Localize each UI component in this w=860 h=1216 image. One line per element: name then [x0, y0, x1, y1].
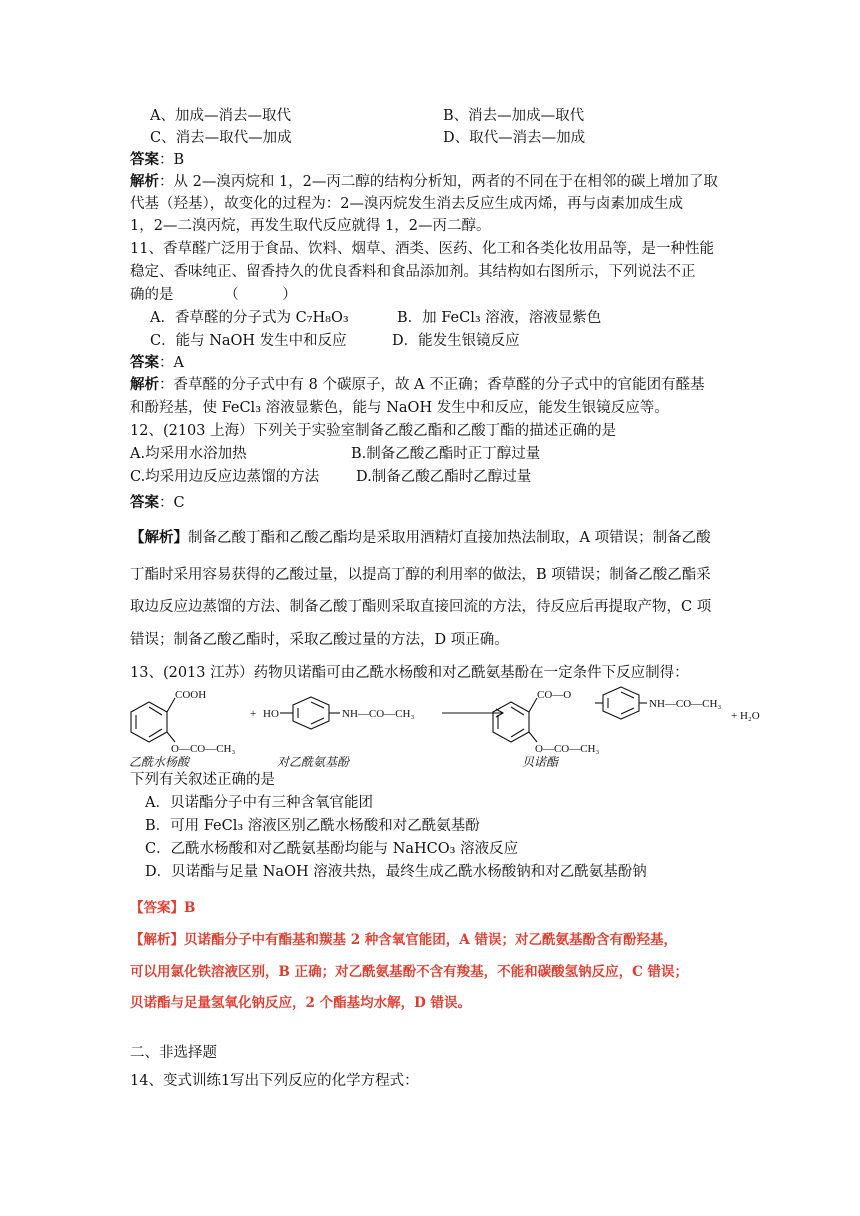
q13-option-c: C．乙酰水杨酸和对乙酰氨基酚均能与 NaHCO₃ 溶液反应 [145, 841, 519, 857]
q11-option-c: C．能与 NaOH 发生中和反应 [150, 333, 347, 349]
compound-name-2: 对乙酰氨基酚 [277, 755, 350, 769]
compound-name-1: 乙酰水杨酸 [129, 755, 190, 769]
q13-answer: 【答案】B [130, 900, 196, 916]
q13-option-d: D．贝诺酯与足量 NaOH 溶液共热，最终生成乙酰水杨酸钠和对乙酰氨基酚钠 [145, 864, 647, 880]
q11-explanation-line: 和酚羟基，使 FeCl₃ 溶液显紫色，能与 NaOH 发生中和反应，能发生银镜反应等。 [130, 400, 669, 416]
compound-name-3: 贝诺酯 [522, 755, 559, 769]
ho-label: HO [263, 708, 279, 720]
q11-stem-line: 11、香草醛广泛用于食品、饮料、烟草、酒类、医药、化工和各类化妆用品等，是一种性能 [130, 241, 714, 257]
water-label: + H₂O [731, 710, 760, 722]
cooh-label: COOH [175, 689, 207, 701]
reaction-diagram [125, 684, 775, 769]
q13-option-a: A．贝诺酯分子中有三种含氧官能团 [145, 795, 373, 811]
q10-option-b: B、消去—加成—取代 [443, 108, 585, 124]
q11-explanation-line: 解析：香草醛的分子式中有 8 个碳原子，故 A 不正确；香草醛的分子式中的官能团有醛基 [130, 376, 705, 393]
ester-label: CO—O [537, 689, 572, 701]
q10-answer: 答案：B [130, 151, 185, 168]
q12-explanation-line: 取边反应边蒸馏的方法、制备乙酸丁酯则采取直接回流的方法，待反应后再提取产物，C 项 [130, 599, 712, 615]
q10-option-d: D、取代—消去—加成 [443, 130, 586, 146]
acetoxy-label: O—CO—CH₃ [171, 743, 236, 755]
acetamido-label: NH—CO—CH₃ [649, 698, 722, 710]
q13-explanation-line: 贝诺酯与足量氢氧化钠反应，2 个酯基均水解，D 错误。 [130, 995, 471, 1011]
q10-option-a: A、加成—消去—取代 [150, 108, 291, 124]
q13-lead: 下列有关叙述正确的是 [130, 772, 275, 788]
q12-explanation-line: 【解析】制备乙酸丁酯和乙酸乙酯均是采取用酒精灯直接加热法制取，A 项错误；制备乙酸 [130, 529, 711, 546]
q13-explanation-line: 【解析】贝诺酯分子中有酯基和羰基 2 种含氧官能团，A 错误；对乙酰氨基酚含有酚羟基， [130, 932, 677, 948]
q11-option-b: B．加 FeCl₃ 溶液，溶液显紫色 [397, 310, 602, 326]
q10-explanation-line: 代基（羟基），故变化的过程为：2—溴丙烷发生消去反应生成丙烯，再与卤素加成生成 [130, 196, 683, 212]
q10-explanation-line: 1，2—二溴丙烷，再发生取代反应就得 1，2—丙二醇。 [130, 218, 491, 234]
q12-explanation-line: 丁酯时采用容易获得的乙酸过量，以提高丁醇的利用率的做法，B 项错误；制备乙酸乙酯采 [130, 567, 711, 583]
q12-stem: 12、(2103 上海）下列关于实验室制备乙酸乙酯和乙酸丁酯的描述正确的是 [130, 423, 617, 439]
section-heading: 二、非选择题 [130, 1045, 217, 1061]
q12-explanation-line: 错误；制备乙酸乙酯时，采取乙酸过量的方法，D 项正确。 [130, 632, 509, 648]
q10-explanation-line: 解析：从 2—溴丙烷和 1，2—丙二醇的结构分析知，两者的不同在于在相邻的碳上增加了取 [130, 173, 718, 190]
q10-option-c: C、消去—取代—加成 [150, 130, 292, 146]
q11-stem-line: 确的是 （ ） [130, 287, 297, 303]
q11-answer: 答案：A [130, 354, 184, 371]
acetamido-label: NH—CO—CH₃ [342, 708, 415, 720]
q12-option-d: D.制备乙酸乙酯时乙醇过量 [356, 469, 532, 485]
q11-stem-line: 稳定、香味纯正、留香持久的优良香料和食品添加剂。其结构如右图所示，下列说法不正 [130, 264, 696, 280]
q12-option-a: A.均采用水浴加热 [130, 446, 247, 462]
q11-option-d: D．能发生银镜反应 [392, 333, 520, 349]
q13-explanation-line: 可以用氯化铁溶液区别，B 正确；对乙酰氨基酚不含有羧基，不能和碳酸氢钠反应，C 错误； [130, 964, 689, 980]
q13-option-b: B．可用 FeCl₃ 溶液区别乙酰水杨酸和对乙酰氨基酚 [145, 818, 480, 834]
q13-stem: 13、(2013 江苏）药物贝诺酯可由乙酰水杨酸和对乙酰氨基酚在一定条件下反应制得： [130, 665, 689, 681]
q12-option-b: B.制备乙酸乙酯时正丁醇过量 [351, 446, 541, 462]
q12-option-c: C.均采用边反应边蒸馏的方法 [130, 469, 320, 485]
plus-sign: + [250, 708, 257, 720]
q11-option-a: A．香草醛的分子式为 C₇H₈O₃ [150, 310, 349, 326]
acetoxy-label: O—CO—CH₃ [535, 743, 600, 755]
q12-answer: 答案：C [130, 494, 185, 511]
q14-stem: 14、变式训练1写出下列反应的化学方程式： [130, 1073, 419, 1089]
